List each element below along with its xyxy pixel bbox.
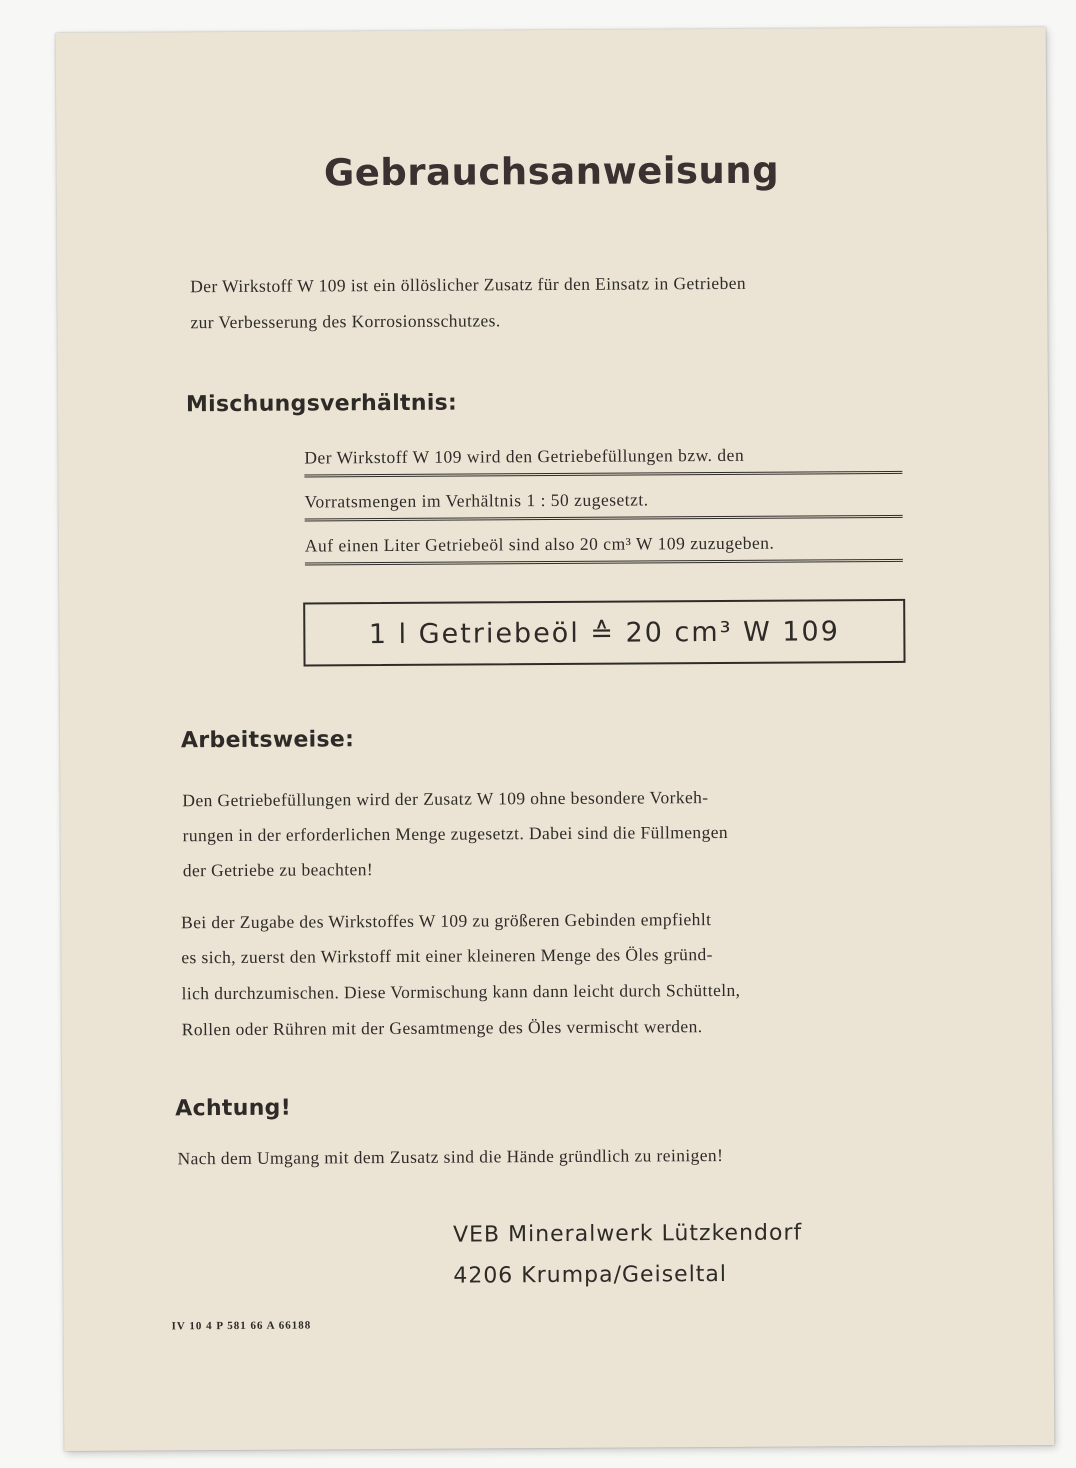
method-p2-line-4: Rollen oder Rühren mit der Gesamtmenge des Öles vermischt werden. <box>181 1016 703 1040</box>
ratio-box: 1 l Getriebeöl ≙ 20 cm³ W 109 <box>303 599 905 667</box>
mixing-line-3: Auf einen Liter Getriebeöl sind also 20 cm³ W 109 zuzugeben. <box>304 532 775 556</box>
company-address: 4206 Krumpa/Geiseltal <box>453 1261 728 1289</box>
intro-line-1: Der Wirkstoff W 109 ist ein öllöslicher Zusatz für den Einsatz in Getrieben <box>190 272 747 297</box>
mixing-rule-1 <box>304 471 902 478</box>
method-p1-line-1: Den Getriebefüllungen wird der Zusatz W 109 ohne besondere Vorkeh- <box>182 787 709 811</box>
method-p2-line-3: lich durchzumischen. Diese Vormischung kann dann leicht durch Schütteln, <box>181 979 741 1004</box>
warning-text: Nach dem Umgang mit dem Zusatz sind die Hände gründlich zu reinigen! <box>177 1144 724 1169</box>
warning-heading: Achtung! <box>175 1095 292 1122</box>
mixing-heading: Mischungsverhältnis: <box>185 390 458 418</box>
intro-line-2: zur Verbesserung des Korrosionsschutzes. <box>190 310 501 333</box>
method-p1-line-3: der Getriebe zu beachten! <box>182 859 374 881</box>
company-name: VEB Mineralwerk Lützkendorf <box>452 1220 803 1248</box>
method-heading: Arbeitsweise: <box>180 727 355 754</box>
method-p1-line-2: rungen in der erforderlichen Menge zugesetzt. Dabei sind die Füllmengen <box>182 821 729 846</box>
print-code: IV 10 4 P 581 66 A 66188 <box>171 1319 312 1333</box>
mixing-line-2: Vorratsmengen im Verhältnis 1 : 50 zugesetzt. <box>304 489 649 512</box>
method-p2-line-2: es sich, zuerst den Wirkstoff mit einer kleineren Menge des Öles gründ- <box>181 944 713 968</box>
method-p2-line-1: Bei der Zugabe des Wirkstoffes W 109 zu größeren Gebinden empfiehlt <box>181 909 712 933</box>
mixing-line-1: Der Wirkstoff W 109 wird den Getriebefüllungen bzw. den <box>304 444 745 468</box>
document-sheet <box>56 27 1055 1451</box>
mixing-rule-3 <box>305 559 903 566</box>
mixing-rule-2 <box>305 515 903 522</box>
document-title: Gebrauchsanweisung <box>323 148 780 195</box>
